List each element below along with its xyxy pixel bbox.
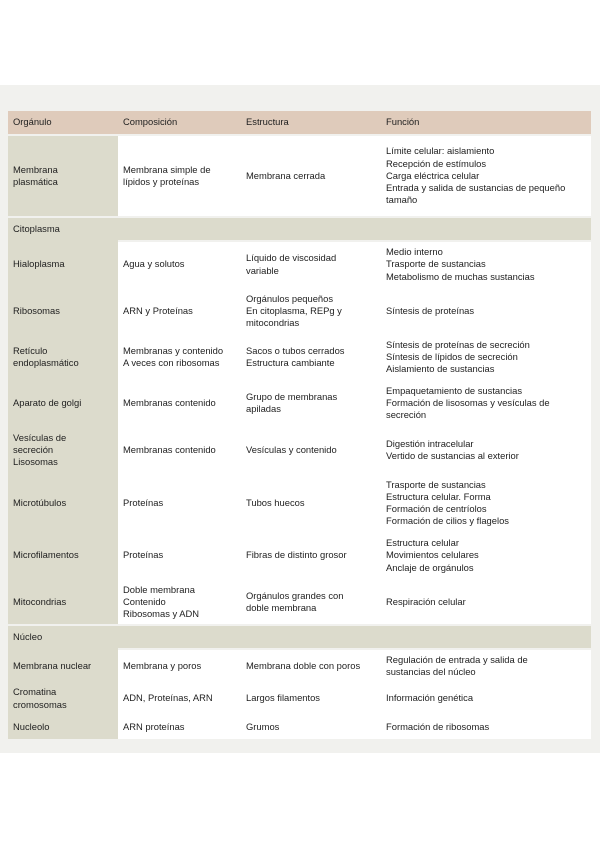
cell-function: Síntesis de proteínas <box>381 288 591 334</box>
cell-structure: Líquido de viscosidad variable <box>241 241 381 288</box>
cell-function: Límite celular: aislamiento Recepción de estímulos Carga eléctrica celular Entrada y salida de sustancias de pequeño tamaño <box>381 135 591 217</box>
table-row <box>8 135 591 217</box>
organelle-table <box>8 111 591 739</box>
section-label: Núcleo <box>8 625 591 649</box>
table-row <box>8 241 591 288</box>
cell-composition: Membranas contenido <box>118 380 241 426</box>
cell-organelle: Ribosomas <box>8 288 118 334</box>
cell-composition: Agua y solutos <box>118 241 241 288</box>
table-row <box>8 649 591 683</box>
cell-structure: Membrana doble con poros <box>241 649 381 683</box>
header-estructura: Estructura <box>241 111 381 135</box>
cell-function: Formación de ribosomas <box>381 714 591 739</box>
cell-composition: Proteínas <box>118 474 241 532</box>
header-funcion: Función <box>381 111 591 135</box>
cell-structure: Tubos huecos <box>241 474 381 532</box>
table-row <box>8 474 591 532</box>
cell-composition: ADN, Proteínas, ARN <box>118 683 241 714</box>
cell-function: Estructura celular Movimientos celulares Anclaje de orgánulos <box>381 532 591 579</box>
cell-composition: Membranas contenido <box>118 426 241 474</box>
cell-composition: Membrana simple de lípidos y proteínas <box>118 135 241 217</box>
cell-structure: Largos filamentos <box>241 683 381 714</box>
cell-function: Respiración celular <box>381 579 591 625</box>
cell-function: Información genética <box>381 683 591 714</box>
cell-organelle: Vesículas de secreción Lisosomas <box>8 426 118 474</box>
table-row <box>8 532 591 579</box>
cell-structure: Fibras de distinto grosor <box>241 532 381 579</box>
cell-structure: Orgánulos pequeños En citoplasma, REPg y mitocondrias <box>241 288 381 334</box>
cell-structure: Grumos <box>241 714 381 739</box>
header-composicion: Composición <box>118 111 241 135</box>
cell-function: Medio interno Trasporte de sustancias Metabolismo de muchas sustancias <box>381 241 591 288</box>
table-row <box>8 714 591 739</box>
cell-structure: Grupo de membranas apiladas <box>241 380 381 426</box>
cell-structure: Membrana cerrada <box>241 135 381 217</box>
cell-organelle: Nucleolo <box>8 714 118 739</box>
cell-structure: Sacos o tubos cerrados Estructura cambiante <box>241 334 381 380</box>
cell-composition: ARN proteínas <box>118 714 241 739</box>
section-row <box>8 217 591 241</box>
table-row <box>8 579 591 625</box>
cell-organelle: Microtúbulos <box>8 474 118 532</box>
table-row <box>8 288 591 334</box>
table-row <box>8 426 591 474</box>
cell-organelle: Retículo endoplasmático <box>8 334 118 380</box>
cell-function: Empaquetamiento de sustancias Formación de lisosomas y vesículas de secreción <box>381 380 591 426</box>
cell-function: Regulación de entrada y salida de sustancias del núcleo <box>381 649 591 683</box>
cell-composition: Membranas y contenido A veces con ribosomas <box>118 334 241 380</box>
cell-organelle: Cromatina cromosomas <box>8 683 118 714</box>
section-row <box>8 625 591 649</box>
header-organulo: Orgánulo <box>8 111 118 135</box>
cell-organelle: Membrana nuclear <box>8 649 118 683</box>
cell-composition: Membrana y poros <box>118 649 241 683</box>
cell-organelle: Microfilamentos <box>8 532 118 579</box>
cell-function: Digestión intracelular Vertido de sustancias al exterior <box>381 426 591 474</box>
cell-structure: Vesículas y contenido <box>241 426 381 474</box>
cell-composition: Doble membrana Contenido Ribosomas y ADN <box>118 579 241 625</box>
section-label: Citoplasma <box>8 217 591 241</box>
table-row <box>8 334 591 380</box>
cell-structure: Orgánulos grandes con doble membrana <box>241 579 381 625</box>
table-row <box>8 380 591 426</box>
cell-organelle: Mitocondrias <box>8 579 118 625</box>
cell-organelle: Membrana plasmática <box>8 135 118 217</box>
cell-function: Síntesis de proteínas de secreción Síntesis de lípidos de secreción Aislamiento de sustancias <box>381 334 591 380</box>
cell-composition: Proteínas <box>118 532 241 579</box>
table-header-row <box>8 111 591 135</box>
cell-organelle: Aparato de golgi <box>8 380 118 426</box>
cell-function: Trasporte de sustancias Estructura celular. Forma Formación de centríolos Formación de cilios y flagelos <box>381 474 591 532</box>
table-row <box>8 683 591 714</box>
cell-organelle: Hialoplasma <box>8 241 118 288</box>
cell-composition: ARN y Proteínas <box>118 288 241 334</box>
